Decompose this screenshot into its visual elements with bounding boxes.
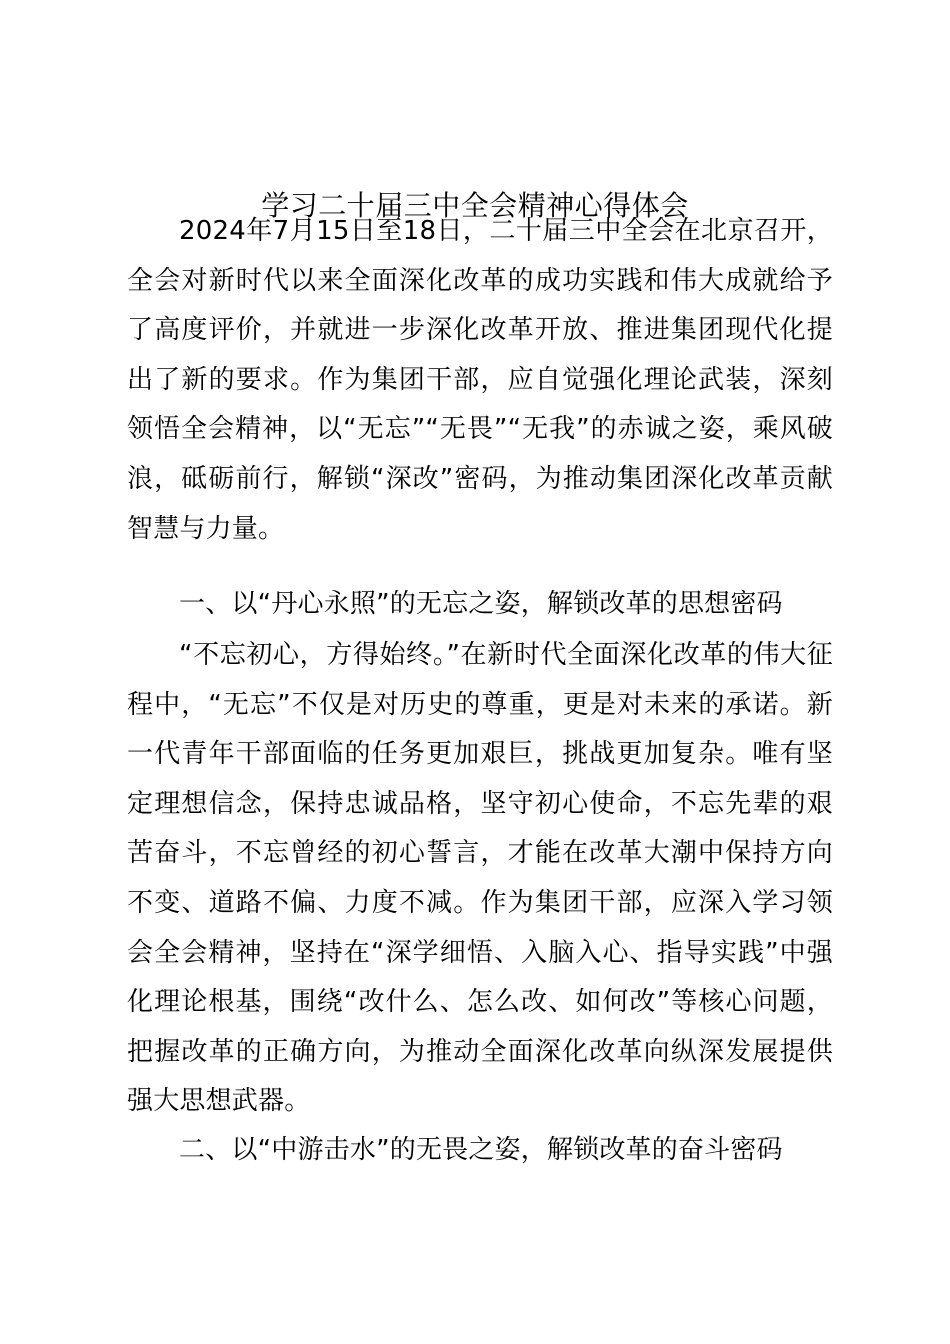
section-paragraph-1: “不忘初心，方得始终。”在新时代全面深化改革的伟大征程中，“无忘”不仅是对历史的尊重，更是对未来的承诺。新一代青年干部面临的任务更加艰巨，挑战更加复杂。唯有坚定理想信念，保持忠诚品格，坚守初心使命，不忘先辈的艰苦奋斗，不忘曾经的初心誓言，才能在改革大潮中保持方向不变、道路不偏、力度不减。作为集团干部，应深入学习领会全会精神，坚持在“深学细悟、入脑入心、指导实践”中强化理论根基，围绕“改什么、怎么改、如何改”等核心问题，把握改革的正确方向，为推动全面深化改革向纵深发展提供强大思想武器。: [127, 640, 833, 1117]
document-title: 学习二十届三中全会精神心得体会: [261, 189, 689, 222]
intro-paragraph: 2024年7月15日至18日，二十届三中全会在北京召开，全会对新时代以来全面深化改革的成功实践和伟大成就给予了高度评价，并就进一步深化改革开放、推进集团现代化提出了新的要求。作为集团干部，应自觉强化理论武装，深刻领悟全会精神，以“无忘”“无畏”“无我”的赤诚之姿，乘风破浪，砥砺前行，解锁“深改”密码，为推动集团深化改革贡献智慧与力量。: [127, 216, 833, 544]
section-heading-1: 一、以“丹心永照”的无忘之姿，解锁改革的思想密码: [179, 589, 783, 619]
section-heading-2: 二、以“中游击水”的无畏之姿，解锁改革的奋斗密码: [179, 1135, 783, 1165]
